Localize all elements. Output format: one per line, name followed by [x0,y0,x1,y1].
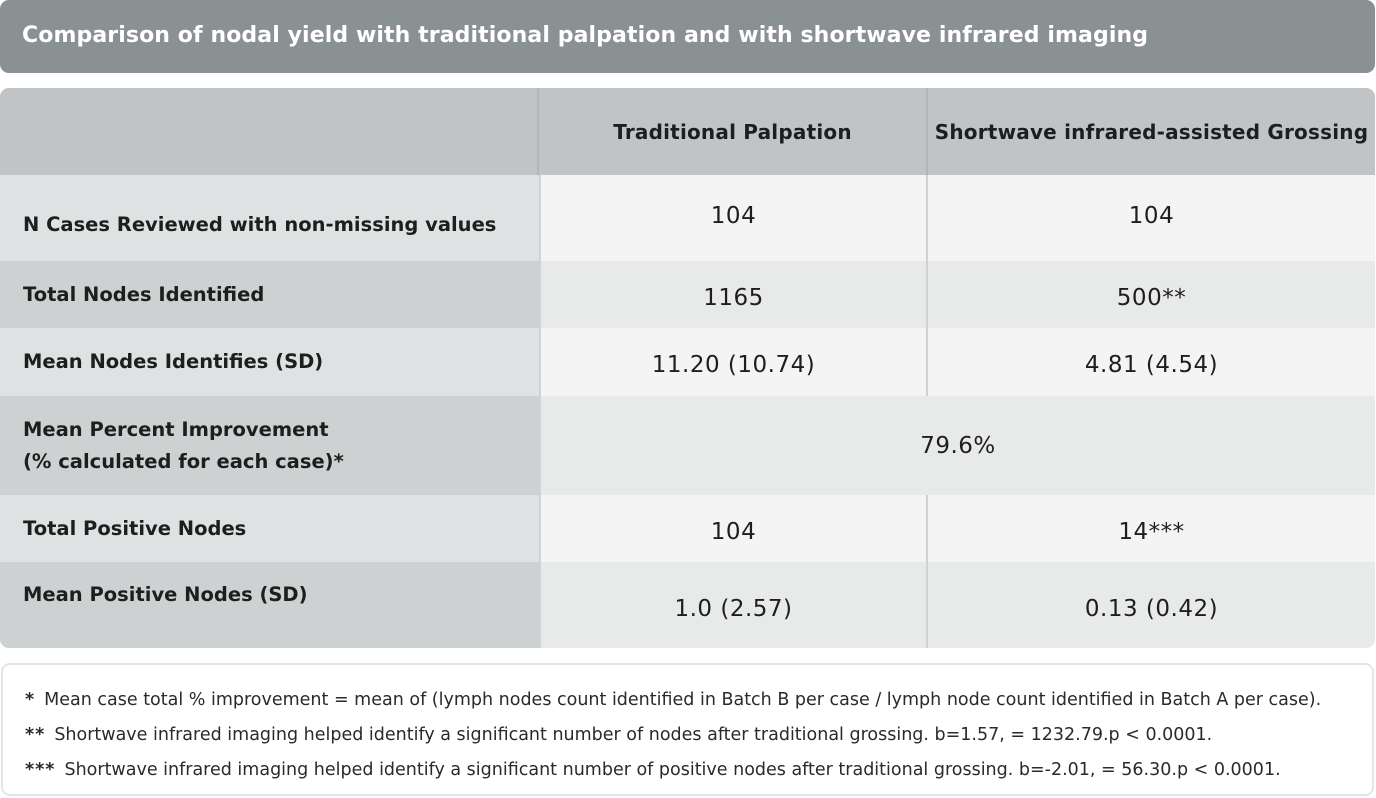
row-label-line-1: Mean Percent Improvement [23,417,329,441]
swir-value: 500** [926,261,1375,328]
header-empty-cell [0,88,539,175]
table-row [0,396,1375,495]
table-row [0,495,1375,562]
swir-value: 0.13 (0.42) [926,562,1375,648]
row-label: Total Positive Nodes [0,495,539,562]
row-label-line-2: (% calculated for each case)* [23,449,344,473]
footnote-mark: ** [25,724,46,745]
traditional-value: 11.20 (10.74) [539,328,926,396]
footnote-mark: *** [25,759,56,780]
row-label-multiline [23,414,344,478]
traditional-value: 104 [539,495,926,562]
table-row [0,562,1375,648]
footnote [25,717,1372,752]
table-row [0,328,1375,396]
page-title: Comparison of nodal yield with traditional palpation and with shortwave infrared imaging [22,23,1149,48]
title-bar [0,0,1375,73]
footnote [25,752,1372,787]
traditional-value: 104 [539,175,926,261]
footnote [25,682,1372,717]
swir-value: 4.81 (4.54) [926,328,1375,396]
footnote-text: Shortwave infrared imaging helped identify a significant number of nodes after traditional grossing. b=1.57, = 1232.79.p < 0.0001. [54,724,1213,745]
swir-value: 14*** [926,495,1375,562]
table-row [0,261,1375,328]
footnote-mark: * [25,689,36,710]
header-swir-grossing: Shortwave infrared-assisted Grossing [926,88,1375,175]
footnotes-panel [1,663,1374,796]
table-header-row [0,88,1375,175]
comparison-table [0,88,1375,648]
row-label: Total Nodes Identified [0,261,539,328]
header-traditional-palpation: Traditional Palpation [613,119,852,144]
combined-value: 79.6% [539,396,1375,495]
traditional-value: 1.0 (2.57) [539,562,926,648]
swir-value: 104 [926,175,1375,261]
footnote-text: Shortwave infrared imaging helped identify a significant number of positive nodes after traditional grossing. b=-2.01, = 56.30.p < 0.0001. [64,759,1281,780]
row-label: Mean Nodes Identifies (SD) [0,328,539,396]
table-row [0,175,1375,261]
row-label [0,396,539,495]
row-label: Mean Positive Nodes (SD) [0,562,539,648]
footnote-text: Mean case total % improvement = mean of (lymph nodes count identified in Batch B per case / lymph node count identified in Batch A per case). [44,689,1322,710]
traditional-value: 1165 [539,261,926,328]
row-label: N Cases Reviewed with non-missing values [0,175,539,261]
